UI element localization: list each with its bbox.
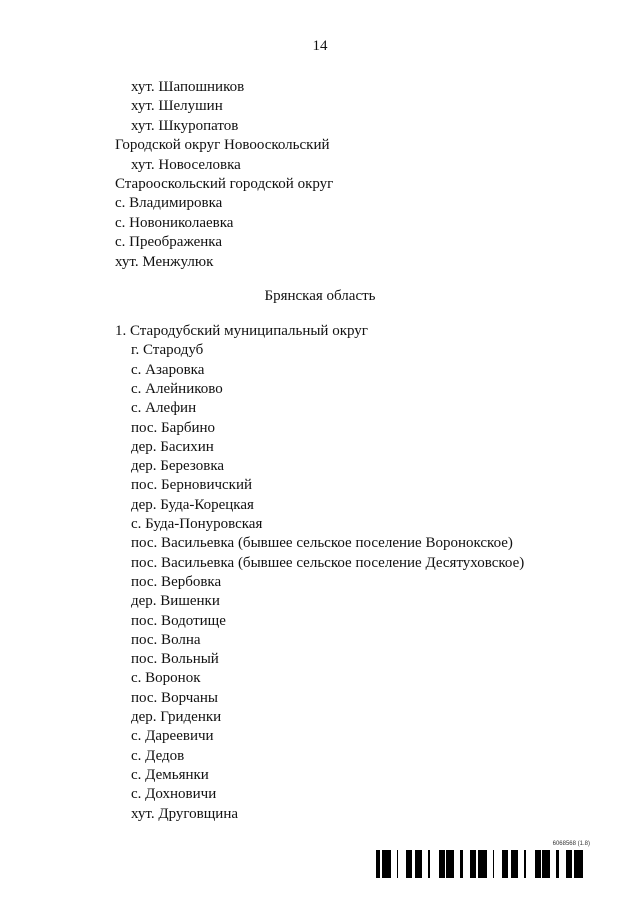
list-item: хут. Шкуропатов [131,117,239,134]
section-title: Брянская область [264,288,376,304]
list-item: дер. Басихин [131,438,214,455]
list-item: с. Воронок [131,670,201,687]
list-item: с. Дохновичи [131,786,217,803]
list-item: хут. Новоселовка [131,156,241,173]
list-item: Старооскольский городской округ [115,176,334,192]
list-item: хут. Шапошников [131,79,245,95]
list-item: пос. Водотище [131,612,226,629]
barcode-caption: 6068568 (1.8) [552,841,590,847]
list-item: с. Алейниково [131,380,223,397]
list-item: с. Преображенка [115,234,223,251]
list-item: дер. Березовка [131,458,225,475]
barcode-block [376,840,590,880]
barcode-icon [376,850,590,878]
list-item: пос. Вербовка [131,573,222,590]
list-item: пос. Вольный [131,651,219,668]
list-item: хут. Менжулюк [115,253,214,270]
list-item: с. Буда-Понуровская [131,516,263,532]
list-item: с. Демьянки [131,766,209,783]
list-item: дер. Вишенки [131,593,220,610]
list-item: пос. Берновичский [131,477,253,494]
list-item: пос. Волна [131,631,201,648]
list-item: хут. Друговщина [131,805,239,822]
list-item: с. Владимировка [115,195,223,212]
list-item: пос. Васильевка (бывшее сельское поселение Десятуховское) [131,554,525,571]
list-item: пос. Барбино [131,419,216,436]
list-item: с. Новониколаевка [115,214,234,231]
list-item: с. Алефин [131,400,197,417]
list-item: пос. Васильевка (бывшее сельское поселение Воронокское) [131,535,513,552]
list-item: г. Стародуб [131,342,204,359]
page-number: 14 [312,38,328,54]
list-item: 1. Стародубский муниципальный округ [115,323,368,339]
list-item: с. Дедов [131,747,185,764]
list-item: хут. Шелушин [131,98,223,115]
list-item: пос. Ворчаны [131,689,218,706]
list-item: дер. Гриденки [131,709,222,725]
list-item: с. Дареевичи [131,728,214,745]
list-item: дер. Буда-Корецкая [131,496,254,513]
list-item: Городской округ Новооскольский [115,137,330,154]
list-item: с. Азаровка [131,361,205,378]
